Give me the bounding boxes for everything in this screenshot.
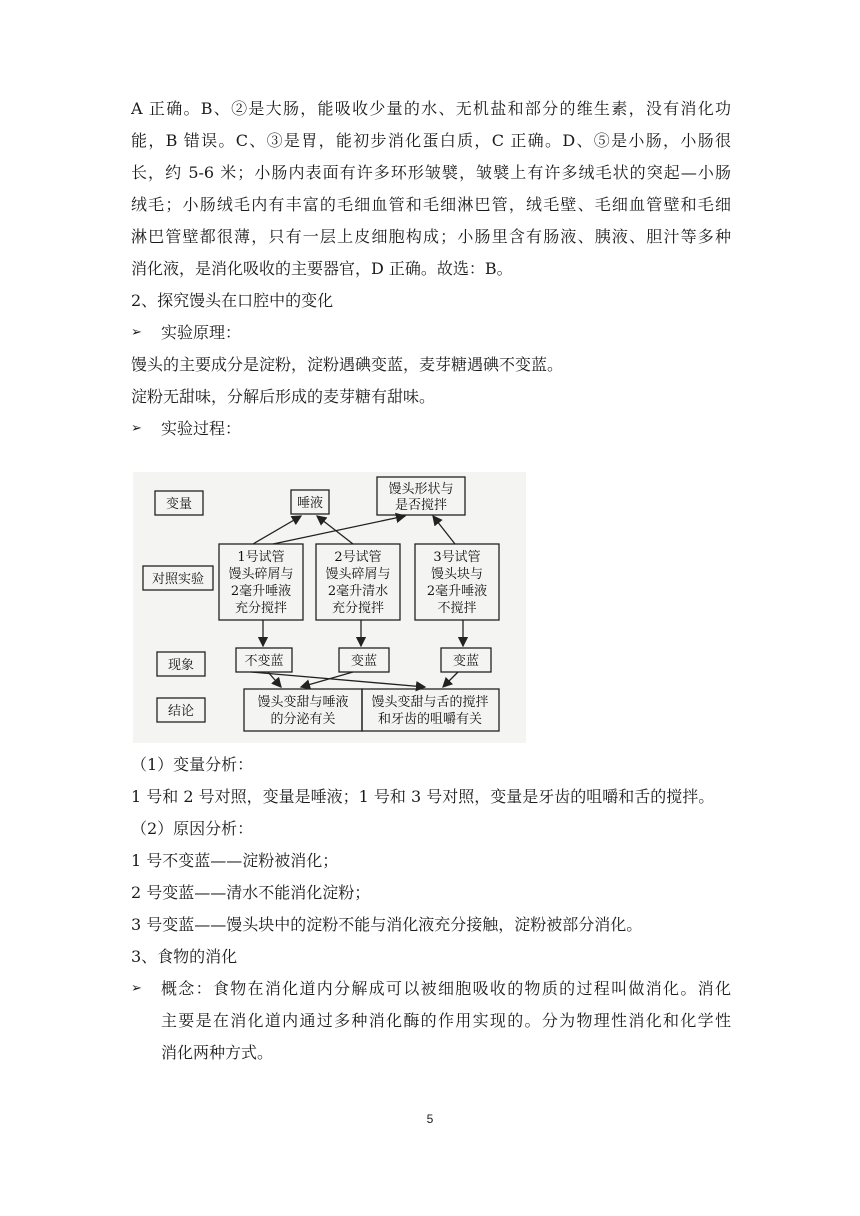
tube1-line: 充分搅拌 <box>234 601 288 616</box>
tube2-line: 馒头碎屑与 <box>325 567 391 582</box>
text-line: 馒头的主要成分是淀粉，淀粉遇碘变蓝，麦芽糖遇碘不变蓝。 <box>131 355 564 374</box>
text-line: 主要是在消化道内通过多种消化酶的作用实现的。分为物理性消化和化学性 <box>161 1011 731 1030</box>
section-heading: 3、食物的消化 <box>131 947 238 966</box>
text-line: 1 号和 2 号对照，变量是唾液；1 号和 3 号对照，变量是牙齿的咀嚼和舌的搅拌。 <box>131 787 715 806</box>
text-line: 概念：食物在消化道内分解成可以被细胞吸收的物质的过程叫做消化。消化 <box>161 979 731 998</box>
text-line: 2 号变蓝——清水不能消化淀粉； <box>131 883 371 902</box>
row-label-conclusion: 结论 <box>167 704 195 719</box>
tube2-line: 2号试管 <box>334 550 382 565</box>
conclusion-1-line: 的分泌有关 <box>270 712 336 727</box>
tube3-line: 馒头块与 <box>430 567 484 582</box>
text-line: 淋巴管壁都很薄，只有一层上皮细胞构成；小肠里含有肠液、胰液、胆汁等多种 <box>131 227 731 246</box>
subheading: （2）原因分析： <box>131 819 254 838</box>
text-line: 3 号变蓝——馒头块中的淀粉不能与消化液充分接触，淀粉被部分消化。 <box>131 915 643 934</box>
result-tube2: 变蓝 <box>350 654 378 669</box>
bullet-item <box>131 973 731 1005</box>
answer-paragraph <box>131 93 731 445</box>
tube1-line: 1号试管 <box>237 550 285 565</box>
result-tube3: 变蓝 <box>452 654 480 669</box>
text-line: 消化两种方式。 <box>161 1043 274 1062</box>
text-line: 长，约 5-6 米；小肠内表面有许多环形皱襞，皱襞上有许多绒毛状的突起—小肠 <box>131 163 731 182</box>
tube2-line: 2毫升清水 <box>327 584 389 599</box>
conclusion-2-line: 馒头变甜与舌的搅拌 <box>371 695 489 710</box>
variable-saliva: 唾液 <box>296 496 324 511</box>
variable-shape-line: 是否搅拌 <box>394 498 448 513</box>
conclusion-2-line: 和牙齿的咀嚼有关 <box>377 712 483 727</box>
arrowhead-icon: ➢ <box>131 325 142 340</box>
conclusion-1-line: 馒头变甜与唾液 <box>257 695 349 710</box>
tube1-line: 2毫升唾液 <box>230 584 292 599</box>
bullet-label: 实验原理： <box>161 323 242 342</box>
text-line: 淀粉无甜味，分解后形成的麦芽糖有甜味。 <box>131 387 436 406</box>
tube1-line: 馒头碎屑与 <box>228 567 294 582</box>
variable-shape-line: 馒头形状与 <box>388 482 454 497</box>
row-label-experiment: 对照实验 <box>151 572 205 587</box>
page-number: 5 <box>426 1112 434 1126</box>
tube3-line: 3号试管 <box>433 550 481 565</box>
row-label-variable: 变量 <box>165 497 193 512</box>
section-heading: 2、探究馒头在口腔中的变化 <box>131 291 334 310</box>
experiment-diagram <box>133 472 526 743</box>
analysis-section <box>131 749 731 1069</box>
text-line: 能，B 错误。C、③是胃，能初步消化蛋白质，C 正确。D、⑤是小肠，小肠很 <box>131 131 731 150</box>
result-tube1: 不变蓝 <box>244 654 284 669</box>
arrowhead-icon: ➢ <box>131 421 142 436</box>
tube2-line: 充分搅拌 <box>331 601 385 616</box>
text-line: 消化液，是消化吸收的主要器官，D 正确。故选：B。 <box>131 259 513 278</box>
text-line: 绒毛；小肠绒毛内有丰富的毛细血管和毛细淋巴管，绒毛壁、毛细血管壁和毛细 <box>131 195 731 214</box>
bullet-label: 实验过程： <box>161 419 242 438</box>
bullet-item <box>131 413 731 445</box>
arrowhead-icon: ➢ <box>131 981 142 996</box>
text-line: A 正确。B、②是大肠，能吸收少量的水、无机盐和部分的维生素，没有消化功 <box>131 99 731 118</box>
text-line: 1 号不变蓝——淀粉被消化； <box>131 851 339 870</box>
tube3-line: 2毫升唾液 <box>426 584 488 599</box>
tube3-line: 不搅拌 <box>437 601 477 616</box>
bullet-item <box>131 317 731 349</box>
subheading: （1）变量分析： <box>131 755 254 774</box>
row-label-phenomenon: 现象 <box>167 658 195 673</box>
